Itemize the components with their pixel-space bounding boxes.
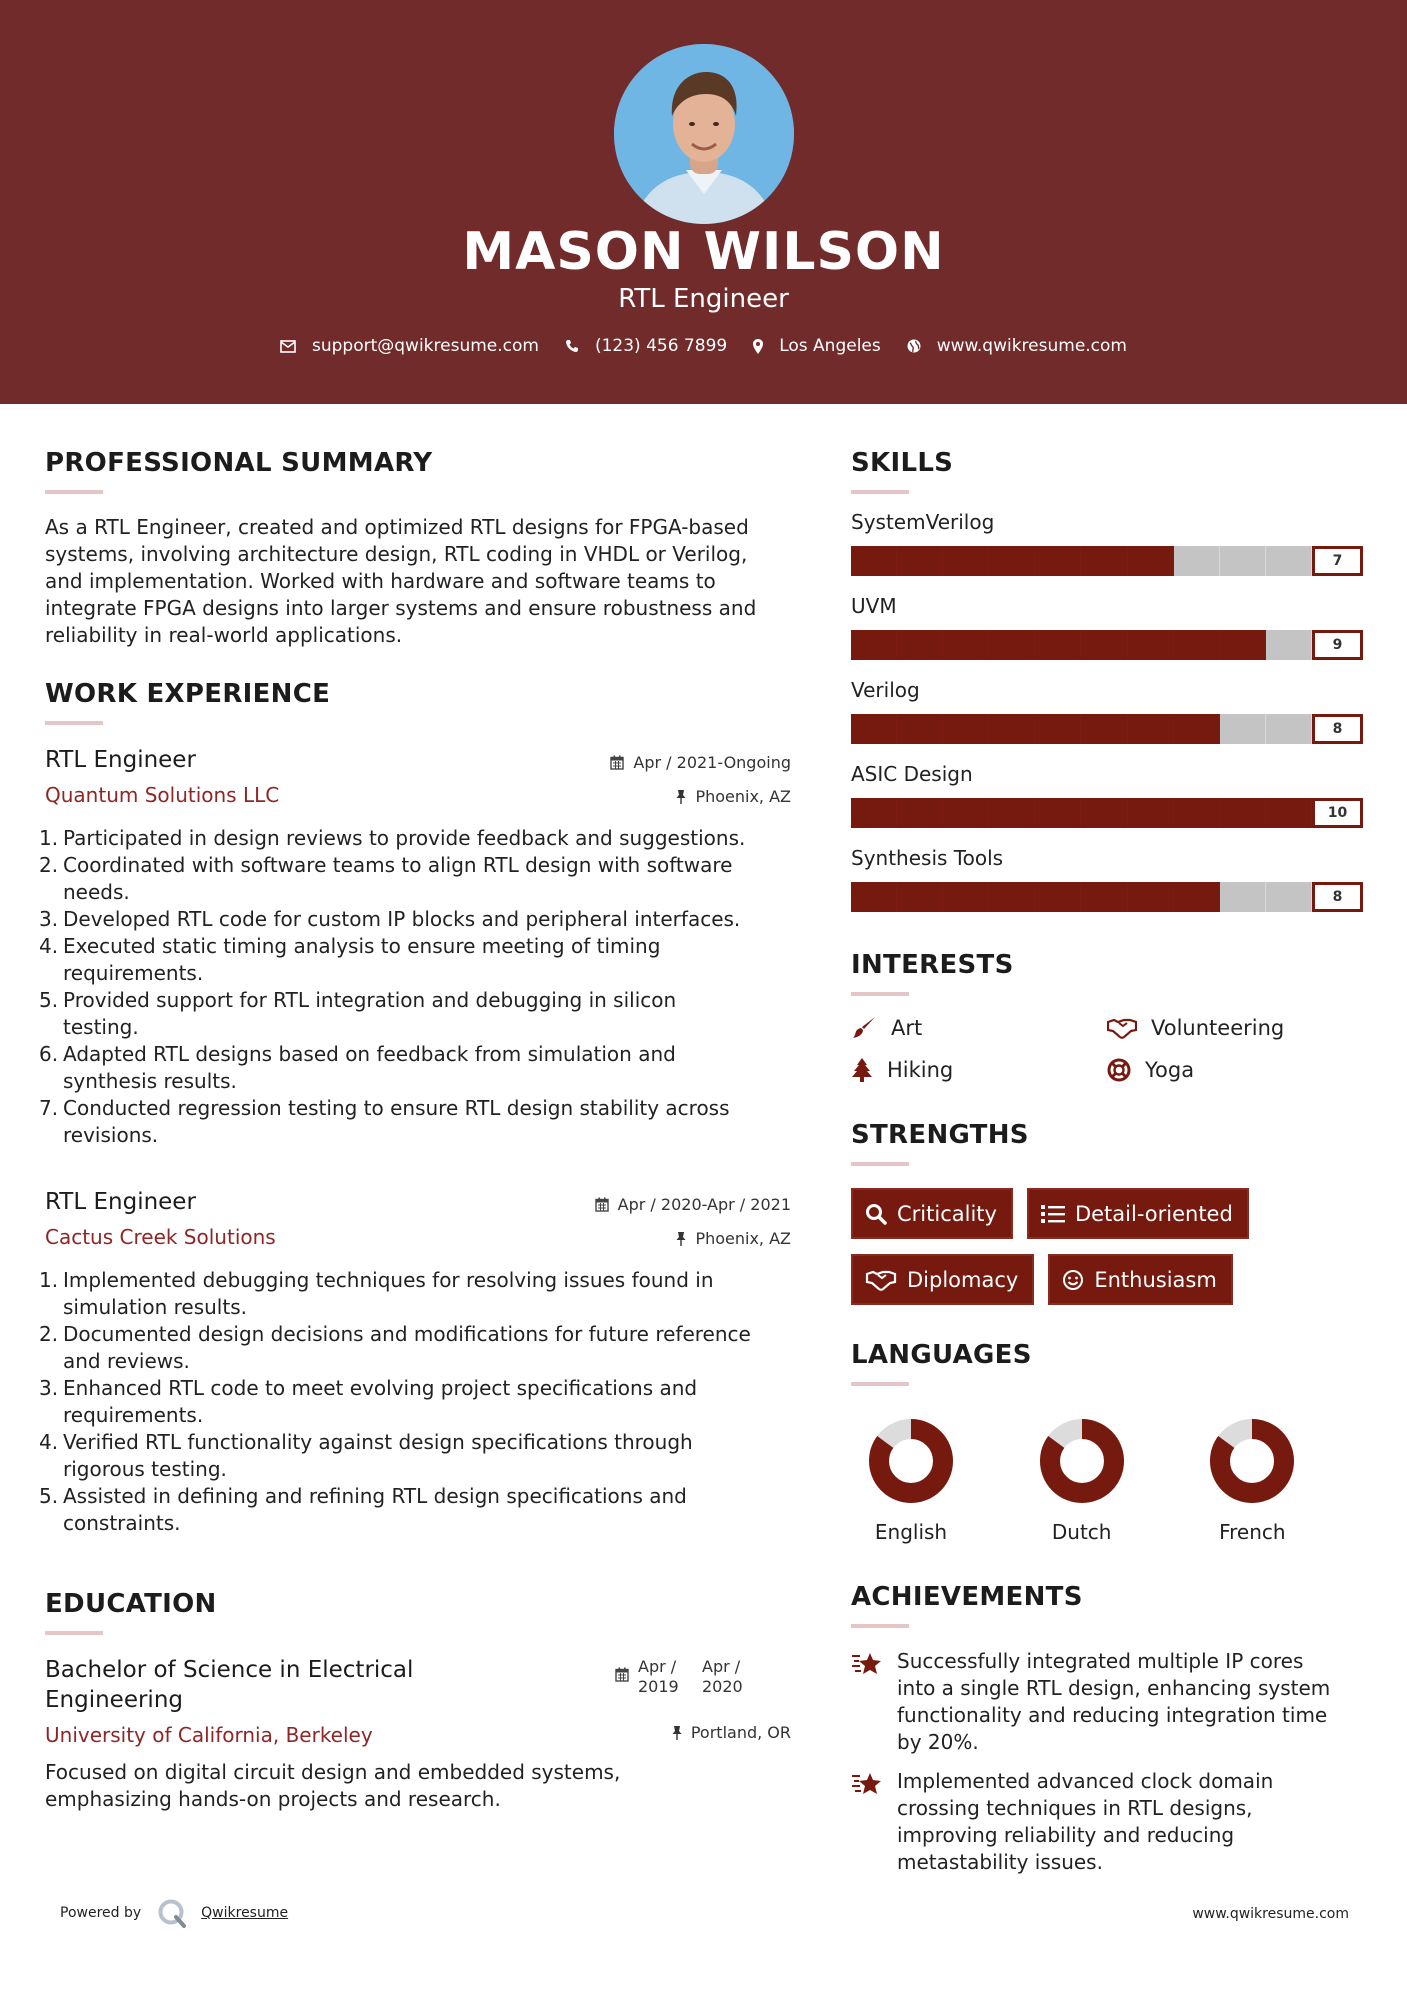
summary-section <box>45 448 791 649</box>
language-donut-chart <box>1207 1416 1297 1506</box>
list-item-line: requirements. <box>63 961 204 985</box>
job-entry <box>39 747 791 1149</box>
list-item-line: Executed static timing analysis to ensure meeting of timing <box>63 934 661 958</box>
skill-bar-segment <box>1035 630 1081 660</box>
list-item-line: Developed RTL code for custom IP blocks and peripheral interfaces. <box>63 907 741 931</box>
job-location-text: Phoenix, AZ <box>695 787 791 806</box>
skill-bar-segment <box>989 798 1035 828</box>
skill-bar-segment <box>1220 714 1266 744</box>
list-item-line: and reviews. <box>63 1349 190 1373</box>
interests-section <box>851 950 1363 1082</box>
skill-bar <box>851 798 1363 828</box>
education-location <box>672 1723 791 1742</box>
list-item: 3. Enhanced RTL code to meet evolving project specifications and requirements. <box>39 1376 698 1427</box>
skill-bar-segment <box>943 546 989 576</box>
interest-label: Yoga <box>1145 1058 1195 1082</box>
list-item: 1. Implemented debugging techniques for resolving issues found in simulation results. <box>39 1268 714 1319</box>
section-title: LANGUAGES <box>851 1340 1032 1370</box>
education-location-text: Portland, OR <box>690 1723 791 1742</box>
languages-section <box>851 1340 1363 1544</box>
skill-bar-segment <box>897 546 943 576</box>
language-name: English <box>874 1520 948 1544</box>
strength-label: Detail-oriented <box>1074 1201 1233 1226</box>
skill-bar <box>851 630 1363 660</box>
contact-email-text: support@qwikresume.com <box>312 336 539 356</box>
list-item: 5. Assisted in defining and refining RTL design specifications and constraints. <box>39 1484 687 1535</box>
list-item-line: Conducted regression testing to ensure RTL design stability across <box>63 1096 730 1120</box>
experience-section <box>39 679 791 1537</box>
powered-by <box>60 1898 288 1928</box>
section-title: SKILLS <box>851 448 954 478</box>
list-item-line: testing. <box>63 1015 139 1039</box>
skill-level-badge: 9 <box>1312 630 1363 660</box>
job-date-text: Apr / 2020-Apr / 2021 <box>617 1195 791 1214</box>
skill-level-badge: 8 <box>1312 882 1363 912</box>
description-line: Focused on digital circuit design and embedded systems, <box>45 1760 621 1784</box>
strength-label: Diplomacy <box>907 1267 1019 1292</box>
start-year: 2019 <box>638 1677 679 1696</box>
skill-bar-segment <box>851 546 897 576</box>
achievement-text <box>897 1648 1359 1756</box>
skill-bar <box>851 546 1363 576</box>
skill-bar <box>851 882 1363 912</box>
skill-bar-segment <box>1174 882 1220 912</box>
education-section <box>45 1589 791 1813</box>
resume-header <box>0 0 1407 404</box>
interest-label: Volunteering <box>1151 1016 1285 1040</box>
skill-bar-track <box>851 798 1312 828</box>
candidate-role: RTL Engineer <box>618 284 789 314</box>
achievement-line: crossing techniques in RTL designs, <box>897 1796 1253 1820</box>
description-line: emphasizing hands-on projects and research. <box>45 1787 501 1811</box>
handshake-icon <box>865 1269 897 1291</box>
right-column <box>851 448 1363 1876</box>
skill-bar-segment <box>1174 714 1220 744</box>
skill-bar-segment <box>1266 546 1312 576</box>
skill-bar-segment <box>1081 714 1127 744</box>
list-item-line: revisions. <box>63 1123 159 1147</box>
interest-item <box>1107 1016 1363 1040</box>
summary-line: As a RTL Engineer, created and optimized RTL designs for FPGA-based <box>45 515 749 539</box>
list-item-line: needs. <box>63 880 130 904</box>
education-entry <box>45 1655 791 1813</box>
job-duties <box>39 1267 791 1537</box>
job-location <box>676 1229 791 1248</box>
pushpin-icon <box>676 790 686 804</box>
job-date <box>595 1195 791 1214</box>
footer-site-link[interactable]: www.qwikresume.com <box>1192 1906 1349 1922</box>
language-name: Dutch <box>1051 1520 1112 1544</box>
list-item: 3. Developed RTL code for custom IP blocks and peripheral interfaces. <box>39 907 741 931</box>
language-donut-chart <box>866 1416 956 1506</box>
calendar-icon <box>615 1667 629 1682</box>
globe-icon <box>907 339 921 353</box>
skill-bar-segment <box>943 630 989 660</box>
search-icon <box>865 1203 887 1225</box>
skill-bar-segment <box>1266 882 1312 912</box>
skill-bar-segment <box>1174 630 1220 660</box>
education-description <box>45 1759 791 1813</box>
strength-tag <box>1048 1254 1232 1305</box>
achievements-section <box>851 1582 1363 1876</box>
contact-email[interactable] <box>280 336 539 356</box>
skill-bar-segment <box>989 630 1035 660</box>
skill-bar-segment <box>1081 630 1127 660</box>
contact-bar <box>0 336 1407 356</box>
strength-tag <box>851 1254 1034 1305</box>
section-title: PROFESSIONAL SUMMARY <box>45 448 433 478</box>
achievement-line: Implemented advanced clock domain <box>897 1769 1274 1793</box>
section-title: ACHIEVEMENTS <box>851 1582 1083 1612</box>
achievement-line: by 20%. <box>897 1730 979 1754</box>
list-item: 6. Adapted RTL designs based on feedback from simulation and synthesis results. <box>39 1042 676 1093</box>
school-name: University of California, Berkeley <box>45 1723 373 1747</box>
list-item-line: synthesis results. <box>63 1069 237 1093</box>
skill-bar-segment <box>943 882 989 912</box>
skill-bar-segment <box>989 882 1035 912</box>
contact-website-text: www.qwikresume.com <box>936 336 1127 356</box>
interest-item <box>851 1058 1107 1082</box>
skill-bar-segment <box>943 798 989 828</box>
skill-bar-segment <box>1128 798 1174 828</box>
mail-icon <box>280 340 296 353</box>
skill-bar-segment <box>1266 630 1312 660</box>
star-award-icon <box>851 1770 883 1798</box>
summary-line: and implementation. Worked with hardware and software teams to <box>45 569 716 593</box>
list-item: 2. Coordinated with software teams to align RTL design with software needs. <box>39 853 733 904</box>
interest-label: Art <box>891 1016 923 1040</box>
list-item-line: simulation results. <box>63 1295 247 1319</box>
skill-item <box>851 762 1363 828</box>
language-item <box>1022 1416 1193 1544</box>
strength-tag <box>1027 1188 1249 1239</box>
section-title: WORK EXPERIENCE <box>45 679 331 709</box>
skill-bar-segment <box>989 714 1035 744</box>
list-item-line: Adapted RTL designs based on feedback from simulation and <box>63 1042 676 1066</box>
contact-location <box>753 336 881 356</box>
skill-bar-segment <box>1128 630 1174 660</box>
achievement-text <box>897 1768 1359 1876</box>
skill-bar-segment <box>989 546 1035 576</box>
section-title: EDUCATION <box>45 1589 217 1619</box>
skill-bar-segment <box>1081 798 1127 828</box>
degree-line: Bachelor of Science in Electrical <box>45 1657 414 1683</box>
skill-bar-track <box>851 714 1312 744</box>
list-item-line: Verified RTL functionality against design specifications through <box>63 1430 693 1454</box>
skill-bar-segment <box>897 882 943 912</box>
skill-level-badge: 10 <box>1312 798 1363 828</box>
languages-list <box>851 1416 1363 1544</box>
skills-list <box>851 510 1363 912</box>
section-title: INTERESTS <box>851 950 1014 980</box>
candidate-name: MASON WILSON <box>462 222 945 282</box>
interest-label: Hiking <box>887 1058 954 1082</box>
skill-level-badge: 8 <box>1312 714 1363 744</box>
pushpin-icon <box>672 1726 682 1740</box>
achievement-line: Successfully integrated multiple IP cores <box>897 1649 1304 1673</box>
list-item-line: Implemented debugging techniques for resolving issues found in <box>63 1268 714 1292</box>
degree-line: Engineering <box>45 1687 183 1713</box>
section-divider <box>45 490 103 494</box>
company-name: Cactus Creek Solutions <box>45 1225 276 1249</box>
summary-text <box>45 514 791 649</box>
skill-bar-segment <box>1081 546 1127 576</box>
skill-bar-track <box>851 882 1312 912</box>
skill-bar-segment <box>1174 798 1220 828</box>
list-icon <box>1041 1204 1065 1224</box>
interest-item <box>851 1016 1107 1040</box>
language-item <box>851 1416 1022 1544</box>
skill-item <box>851 678 1363 744</box>
education-start <box>638 1657 702 1697</box>
list-item: 4. Executed static timing analysis to ensure meeting of timing requirements. <box>39 934 661 985</box>
skill-bar-segment <box>1035 546 1081 576</box>
language-item <box>1192 1416 1363 1544</box>
skill-bar-segment <box>851 630 897 660</box>
skill-bar-segment <box>851 882 897 912</box>
skill-bar-segment <box>1220 798 1266 828</box>
skill-bar-segment <box>1266 798 1312 828</box>
strengths-list <box>851 1188 1363 1320</box>
list-item-line: constraints. <box>63 1511 181 1535</box>
job-date <box>610 753 791 772</box>
tree-icon <box>851 1058 873 1082</box>
skill-item <box>851 846 1363 912</box>
section-divider <box>851 1382 909 1386</box>
skill-bar <box>851 714 1363 744</box>
achievement-line: functionality and reducing integration time <box>897 1703 1328 1727</box>
section-divider <box>45 721 103 725</box>
achievement-line: metastability issues. <box>897 1850 1103 1874</box>
brand-link[interactable]: Qwikresume <box>201 1905 289 1921</box>
calendar-icon <box>610 755 624 770</box>
skill-bar-segment <box>1128 546 1174 576</box>
strength-tag <box>851 1188 1013 1239</box>
list-item: 2. Documented design decisions and modifications for future reference and reviews. <box>39 1322 751 1373</box>
handshake-icon <box>1107 1017 1137 1039</box>
contact-phone[interactable] <box>565 336 727 356</box>
achievement-item <box>851 1768 1363 1876</box>
job-duties <box>39 825 791 1149</box>
pushpin-icon <box>676 1232 686 1246</box>
list-item: 1. Participated in design reviews to provide feedback and suggestions. <box>39 826 746 850</box>
section-divider <box>851 1624 909 1628</box>
avatar <box>614 44 794 224</box>
profile-photo <box>614 44 794 224</box>
skill-bar-segment <box>943 714 989 744</box>
skill-item <box>851 594 1363 660</box>
star-award-icon <box>851 1650 883 1678</box>
job-location-text: Phoenix, AZ <box>695 1229 791 1248</box>
interest-item <box>1107 1058 1363 1082</box>
skills-section <box>851 448 1363 912</box>
section-divider <box>851 490 909 494</box>
achievement-line: improving reliability and reducing <box>897 1823 1235 1847</box>
list-item-line: Documented design decisions and modifications for future reference <box>63 1322 751 1346</box>
skill-bar-segment <box>1220 546 1266 576</box>
skill-name: ASIC Design <box>851 762 973 786</box>
skill-bar-track <box>851 630 1312 660</box>
skill-bar-segment <box>897 798 943 828</box>
skill-item <box>851 510 1363 576</box>
skill-bar-segment <box>1266 714 1312 744</box>
job-location <box>676 787 791 806</box>
smile-icon <box>1062 1269 1084 1291</box>
skill-name: Verilog <box>851 678 920 702</box>
phone-icon <box>565 339 579 353</box>
skill-level-badge: 7 <box>1312 546 1363 576</box>
qwikresume-logo-icon <box>157 1898 187 1928</box>
contact-location-text: Los Angeles <box>779 336 881 356</box>
skill-bar-segment <box>897 630 943 660</box>
list-item-line: Coordinated with software teams to align RTL design with software <box>63 853 733 877</box>
job-date-text: Apr / 2021-Ongoing <box>633 753 791 772</box>
list-item-line: Participated in design reviews to provide feedback and suggestions. <box>63 826 746 850</box>
paintbrush-icon <box>851 1016 877 1040</box>
skill-bar-segment <box>1081 882 1127 912</box>
list-item-line: Provided support for RTL integration and debugging in silicon <box>63 988 677 1012</box>
end-year: 2020 <box>702 1677 743 1696</box>
skill-name: SystemVerilog <box>851 510 995 534</box>
skill-bar-segment <box>1128 882 1174 912</box>
strength-label: Criticality <box>897 1201 997 1226</box>
education-end <box>702 1657 752 1697</box>
language-donut-chart <box>1037 1416 1127 1506</box>
contact-website[interactable] <box>907 336 1127 356</box>
left-column <box>39 448 791 1813</box>
skill-bar-segment <box>851 714 897 744</box>
summary-line: reliability in real-world applications. <box>45 623 403 647</box>
skill-bar-segment <box>1220 630 1266 660</box>
skill-bar-segment <box>1174 546 1220 576</box>
achievement-line: into a single RTL design, enhancing system <box>897 1676 1331 1700</box>
section-divider <box>851 1162 909 1166</box>
company-name: Quantum Solutions LLC <box>45 783 280 807</box>
skill-bar-segment <box>1128 714 1174 744</box>
skill-bar-segment <box>1035 798 1081 828</box>
language-name: French <box>1219 1520 1286 1544</box>
list-item-line: Assisted in defining and refining RTL design specifications and <box>63 1484 687 1508</box>
start-month: Apr / <box>638 1657 677 1676</box>
section-title: STRENGTHS <box>851 1120 1029 1150</box>
map-pin-icon <box>753 339 763 354</box>
summary-line: systems, involving architecture design, RTL coding in VHDL or Verilog, <box>45 542 748 566</box>
list-item-line: rigorous testing. <box>63 1457 227 1481</box>
list-item-line: requirements. <box>63 1403 204 1427</box>
education-dates <box>615 1657 752 1697</box>
life-ring-icon <box>1107 1058 1131 1082</box>
list-item: 4. Verified RTL functionality against design specifications through rigorous testing. <box>39 1430 693 1481</box>
achievement-item <box>851 1648 1363 1756</box>
powered-by-text: Powered by <box>60 1905 142 1921</box>
skill-bar-segment <box>1035 714 1081 744</box>
skill-bar-segment <box>897 714 943 744</box>
skill-name: Synthesis Tools <box>851 846 1004 870</box>
job-entry <box>39 1189 791 1537</box>
skill-bar-track <box>851 546 1312 576</box>
list-item-line: Enhanced RTL code to meet evolving project specifications and <box>63 1376 698 1400</box>
skill-bar-segment <box>851 798 897 828</box>
section-divider <box>45 1631 103 1635</box>
strength-label: Enthusiasm <box>1094 1267 1217 1292</box>
calendar-icon <box>595 1197 609 1212</box>
job-title: RTL Engineer <box>45 1189 196 1215</box>
skill-bar-segment <box>1220 882 1266 912</box>
skill-name: UVM <box>851 594 897 618</box>
summary-line: integrate FPGA designs into larger systems and ensure robustness and <box>45 596 757 620</box>
job-title: RTL Engineer <box>45 747 196 773</box>
strengths-section <box>851 1120 1363 1320</box>
end-month: Apr / <box>702 1657 741 1676</box>
contact-phone-text: (123) 456 7899 <box>594 336 728 356</box>
skill-bar-segment <box>1035 882 1081 912</box>
list-item: 7. Conducted regression testing to ensure RTL design stability across revisions. <box>39 1096 730 1147</box>
section-divider <box>851 992 909 996</box>
list-item: 5. Provided support for RTL integration and debugging in silicon testing. <box>39 988 677 1039</box>
interests-list <box>851 1016 1363 1082</box>
